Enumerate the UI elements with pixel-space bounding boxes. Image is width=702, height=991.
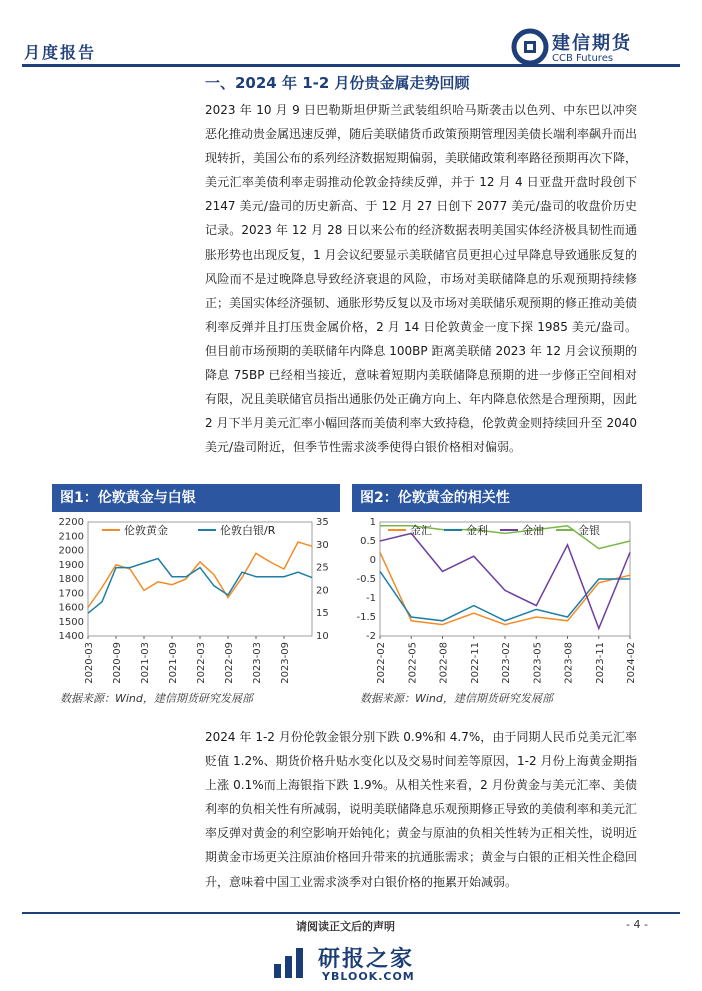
x-tick-label: 2023-02 (501, 642, 512, 684)
y-tick-label: 0.5 (360, 536, 376, 547)
gold-correlation-chart (350, 514, 642, 686)
x-tick-label: 2022-02 (376, 642, 387, 684)
y-right-tick-label: 35 (316, 517, 329, 528)
y-tick-label: 1800 (58, 574, 84, 585)
paragraph-1: 2023 年 10 月 9 日巴勒斯坦伊斯兰武装组织哈马斯袭击以色列、中东巴以冲突恶化推动贵金属迅速反弹，随后美联储货币政策预期管理因美债长端利率飙升而出现转折，美国公布的系列经济数据短期偏弱，美联储政策利率路径预期再次下降，美元汇率美债利率走弱推动伦敦金持续反弹，并于 12 月 4 日亚盘开盘时段创下 2147 美元/盎司的历史新高、于 12 月 27 日创下 2077 美元/盎司的收盘价历史记录。2023 年 12 月 28 日以来公布的经济数据表明美国实体经济极具韧性而通胀形势也出现反复，1 月会议纪要显示美联储官员更担心过早降息导致通胀反复的风险而不是过晚降息导致经济衰退的风险，市场对美联储降息的乐观预期持续修正；美国实体经济强韧、通胀形势反复以及市场对美联储乐观预期的修正推动美债利率反弹并且打压贵金属价格，2 月 14 日伦敦黄金一度下探 1985 美元/盎司。但目前市场预期的美联储年内降息 100BP 距离美联储 2023 年 12 月会议预期的降息 75BP 已经相当接近，意味着短期内美联储降息预期的进一步修正空间相对有限，况且美联储官员指出通胀仍处正确方向上、年内降息依然是合理预期，因此 2 月下半月美元汇率小幅回落而美债利率大致持稳，伦敦黄金则持续回升至 2040 美元/盎司附近，但季节性需求淡季使得白银价格相对偏弱。 (205, 103, 638, 455)
y-right-tick-label: 20 (316, 585, 329, 597)
legend-label: 伦敦黄金 (124, 524, 168, 537)
x-tick-label: 2022-08 (438, 642, 450, 684)
header-title: 月度报告 (24, 43, 97, 62)
bar-chart-icon (270, 942, 310, 982)
x-tick-label: 2020-03 (84, 642, 95, 684)
y-right-tick-label: 15 (316, 608, 329, 620)
legend-label: 金银 (578, 524, 600, 537)
y-tick-label: 1900 (58, 559, 84, 571)
x-tick-label: 2022-03 (196, 642, 207, 684)
x-tick-label: 2021-09 (168, 642, 179, 684)
y-tick-label: 2000 (58, 545, 84, 557)
legend-label: 金汇 (410, 524, 432, 537)
footer-note: 请阅读正文后的声明 (296, 920, 395, 933)
x-tick-label: 2020-09 (112, 642, 123, 684)
y-tick-label: 1 (369, 517, 376, 528)
x-tick-label: 2024-02 (626, 642, 637, 684)
y-tick-label: 1700 (58, 588, 84, 600)
figure1-source: 数据来源：Wind，建信期货研究发展部 (60, 692, 253, 705)
watermark-title: 研报之家 (318, 947, 415, 972)
watermark-url: YBLOOK.COM (322, 970, 415, 983)
series-line (380, 552, 630, 624)
series-line (88, 542, 312, 608)
figure2-title: 图2：伦敦黄金的相关性 (352, 484, 642, 512)
y-tick-label: -1 (366, 593, 376, 604)
x-tick-label: 2023-05 (532, 642, 544, 684)
y-tick-label: -0.5 (356, 574, 376, 585)
y-tick-label: 1400 (58, 631, 84, 642)
y-tick-label: 1600 (58, 602, 84, 614)
paragraph-2: 2024 年 1-2 月份伦敦金银分别下跌 0.9%和 4.7%，由于同期人民币兑美元汇率贬值 1.2%、期货价格升贴水变化以及交易时间差等原因，1-2 月份上海黄金期指上涨 0.1%而上海银指下跌 1.9%。从相关性来看，2 月份黄金与美元汇率、美债利率的负相关性有所减弱，说明美联储降息乐观预期修正导致的美债利率和美元汇率反弹对黄金的利空影响开始钝化；黄金与原油的负相关性转为正相关性，说明近期黄金市场更关注原油价格回升带来的抗通胀需求；黄金与白银的正相关性企稳回升，意味着中国工业需求淡季对白银价格的拖累开始减弱。 (205, 730, 638, 889)
series-line (380, 533, 630, 628)
y-tick-label: 0 (369, 555, 376, 566)
plot-frame (380, 522, 630, 636)
y-tick-label: -2 (366, 631, 376, 642)
y-right-tick-label: 30 (316, 539, 329, 551)
legend-label: 伦敦白银/R (220, 524, 276, 537)
x-tick-label: 2023-03 (252, 642, 263, 684)
x-tick-label: 2021-03 (140, 642, 151, 684)
x-tick-label: 2023-08 (563, 642, 575, 684)
y-tick-label: 2100 (58, 531, 84, 543)
y-tick-label: 2200 (58, 517, 84, 528)
y-right-tick-label: 25 (316, 562, 329, 574)
y-tick-label: -1.5 (356, 612, 376, 623)
x-tick-label: 2022-11 (469, 642, 481, 684)
y-right-tick-label: 10 (316, 631, 329, 642)
legend-label: 金油 (522, 524, 544, 537)
footer-rule (22, 912, 680, 914)
plot-frame (88, 522, 312, 636)
x-tick-label: 2023-11 (594, 642, 606, 684)
x-tick-label: 2022-09 (224, 642, 235, 684)
legend-label: 金利 (466, 524, 488, 537)
gold-silver-chart (52, 514, 342, 686)
section-title: 一、2024 年 1-2 月份贵金属走势回顾 (205, 74, 470, 92)
logo-name: 建信期货 (552, 33, 632, 54)
y-tick-label: 1500 (58, 616, 84, 628)
figure1-title: 图1：伦敦黄金与白银 (52, 484, 340, 512)
x-tick-label: 2022-05 (407, 642, 419, 684)
logo-subtitle: CCB Futures (552, 53, 614, 64)
header-rule (22, 64, 680, 67)
x-tick-label: 2023-09 (280, 642, 291, 684)
figure2-source: 数据来源：Wind，建信期货研究发展部 (360, 692, 553, 705)
page-number: - 4 - (626, 918, 648, 931)
